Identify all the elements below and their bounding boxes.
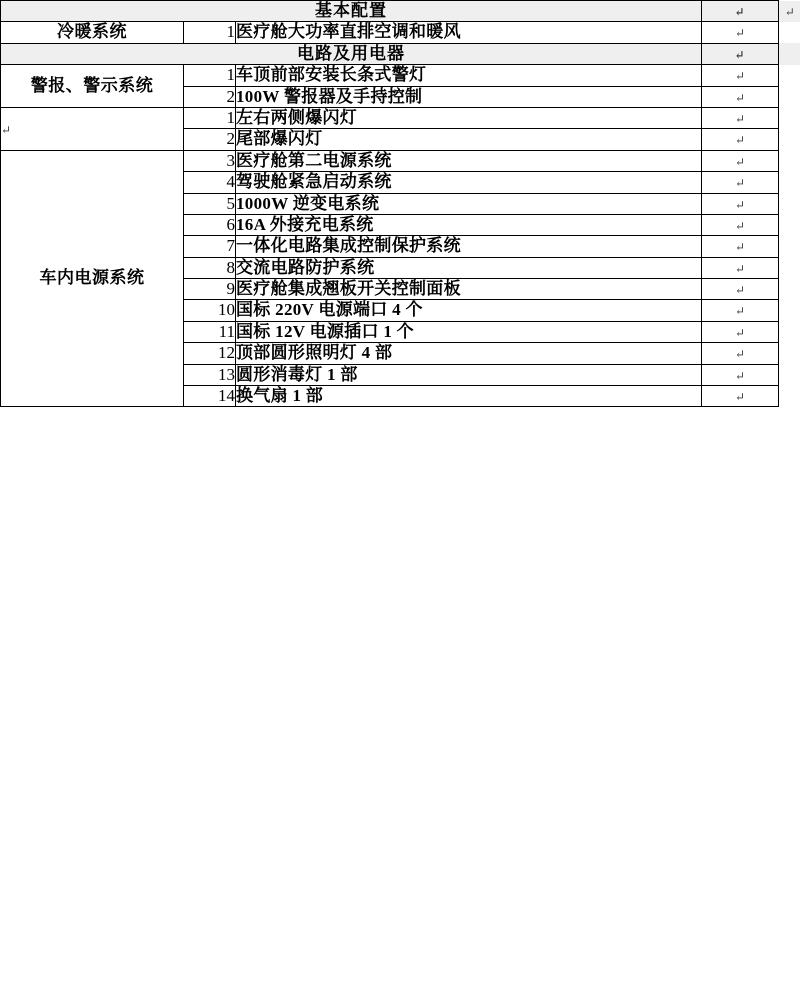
page-edge-mark xyxy=(779,193,800,214)
mark-cell xyxy=(702,129,779,150)
page-edge-mark xyxy=(779,343,800,364)
page-edge-mark xyxy=(779,22,800,43)
section-title-basic: 基本配置 xyxy=(1,1,702,22)
row-number-cell: 1 xyxy=(184,107,236,128)
description-cell: 国标 220V 电源端口 4 个 xyxy=(236,300,702,321)
page-edge-mark xyxy=(779,214,800,235)
row-number-cell: 9 xyxy=(184,279,236,300)
mark-cell xyxy=(702,386,779,407)
page-edge-mark xyxy=(779,150,800,171)
mark-cell xyxy=(702,65,779,86)
paragraph-mark-icon: ↵ xyxy=(734,47,746,62)
description-cell: 换气扇 1 部 xyxy=(236,386,702,407)
page-edge-mark xyxy=(779,43,800,64)
paragraph-mark-icon: ↵ xyxy=(734,218,746,233)
mark-cell xyxy=(702,300,779,321)
mark-cell xyxy=(702,236,779,257)
description-cell: 尾部爆闪灯 xyxy=(236,129,702,150)
page-edge-mark xyxy=(779,300,800,321)
paragraph-mark-icon: ↵ xyxy=(734,154,746,169)
paragraph-mark-icon: ↵ xyxy=(734,347,746,362)
paragraph-mark-icon: ↵ xyxy=(734,304,746,319)
description-cell: 车顶前部安装长条式警灯 xyxy=(236,65,702,86)
page-edge-mark xyxy=(779,257,800,278)
table-row xyxy=(1,1,800,22)
paragraph-mark-icon: ↵ xyxy=(734,283,746,298)
paragraph-mark-icon: ↵ xyxy=(734,368,746,383)
page-edge-mark xyxy=(779,386,800,407)
row-number-cell: 6 xyxy=(184,214,236,235)
paragraph-mark-icon: ↵ xyxy=(734,5,746,19)
paragraph-mark-icon: ↵ xyxy=(734,240,746,255)
mark-cell xyxy=(702,321,779,342)
row-number-cell: 14 xyxy=(184,386,236,407)
paragraph-mark-icon: ↵ xyxy=(734,69,746,84)
paragraph-mark-icon: ↵ xyxy=(1,122,12,137)
page-edge-mark xyxy=(779,107,800,128)
paragraph-mark-icon: ↵ xyxy=(734,90,746,105)
paragraph-mark-icon: ↵ xyxy=(734,176,746,191)
row-number-cell: 1 xyxy=(184,65,236,86)
paragraph-mark-icon: ↵ xyxy=(734,133,746,148)
category-cell: 冷暖系统 xyxy=(1,22,184,43)
description-cell: 驾驶舱紧急启动系统 xyxy=(236,172,702,193)
mark-cell xyxy=(702,107,779,128)
table-row xyxy=(1,22,800,43)
paragraph-mark-icon: ↵ xyxy=(734,197,746,212)
row-number-cell: 7 xyxy=(184,236,236,257)
row-number-cell: 8 xyxy=(184,257,236,278)
paragraph-mark-icon: ↵ xyxy=(734,261,746,276)
description-cell: 一体化电路集成控制保护系统 xyxy=(236,236,702,257)
page-edge-mark xyxy=(779,129,800,150)
table-row xyxy=(1,107,800,128)
table-row xyxy=(1,65,800,86)
category-cell-empty xyxy=(1,107,184,150)
section-mark xyxy=(702,43,779,64)
row-number-cell: 2 xyxy=(184,86,236,107)
description-cell: 1000W 逆变电系统 xyxy=(236,193,702,214)
mark-cell xyxy=(702,279,779,300)
page-edge-mark xyxy=(779,321,800,342)
row-number-cell: 13 xyxy=(184,364,236,385)
page-edge-mark xyxy=(779,279,800,300)
description-cell: 16A 外接充电系统 xyxy=(236,214,702,235)
row-number-cell: 3 xyxy=(184,150,236,171)
mark-cell xyxy=(702,364,779,385)
description-cell: 医疗舱集成翘板开关控制面板 xyxy=(236,279,702,300)
category-cell: 警报、警示系统 xyxy=(1,65,184,108)
row-number-cell: 11 xyxy=(184,321,236,342)
page-edge-mark xyxy=(779,364,800,385)
section-title-electrical: 电路及用电器 xyxy=(1,43,702,64)
row-number-cell: 12 xyxy=(184,343,236,364)
description-cell: 顶部圆形照明灯 4 部 xyxy=(236,343,702,364)
page-edge-mark xyxy=(779,236,800,257)
paragraph-mark-icon: ↵ xyxy=(734,325,746,340)
mark-cell xyxy=(702,343,779,364)
mark-cell xyxy=(702,86,779,107)
page-edge-mark xyxy=(779,172,800,193)
page-edge-mark xyxy=(779,86,800,107)
mark-cell xyxy=(702,214,779,235)
description-cell: 交流电路防护系统 xyxy=(236,257,702,278)
description-cell: 医疗舱第二电源系统 xyxy=(236,150,702,171)
mark-cell xyxy=(702,172,779,193)
page-edge-mark xyxy=(779,65,800,86)
description-cell: 左右两侧爆闪灯 xyxy=(236,107,702,128)
row-number-cell: 10 xyxy=(184,300,236,321)
paragraph-mark-icon: ↵ xyxy=(734,111,746,126)
table-row xyxy=(1,150,800,171)
mark-cell xyxy=(702,22,779,43)
section-mark xyxy=(702,1,779,22)
category-cell: 车内电源系统 xyxy=(1,150,184,407)
specification-table xyxy=(0,0,800,407)
description-cell: 医疗舱大功率直排空调和暖风 xyxy=(236,22,702,43)
description-cell: 国标 12V 电源插口 1 个 xyxy=(236,321,702,342)
mark-cell xyxy=(702,193,779,214)
mark-cell xyxy=(702,150,779,171)
table-row xyxy=(1,43,800,64)
page-edge-mark xyxy=(779,1,800,22)
row-number-cell: 5 xyxy=(184,193,236,214)
paragraph-mark-icon: ↵ xyxy=(784,5,795,19)
row-number-cell: 2 xyxy=(184,129,236,150)
row-number-cell: 4 xyxy=(184,172,236,193)
row-number-cell: 1 xyxy=(184,22,236,43)
description-cell: 圆形消毒灯 1 部 xyxy=(236,364,702,385)
paragraph-mark-icon: ↵ xyxy=(734,26,746,41)
paragraph-mark-icon: ↵ xyxy=(734,390,746,405)
mark-cell xyxy=(702,257,779,278)
description-cell: 100W 警报器及手持控制 xyxy=(236,86,702,107)
